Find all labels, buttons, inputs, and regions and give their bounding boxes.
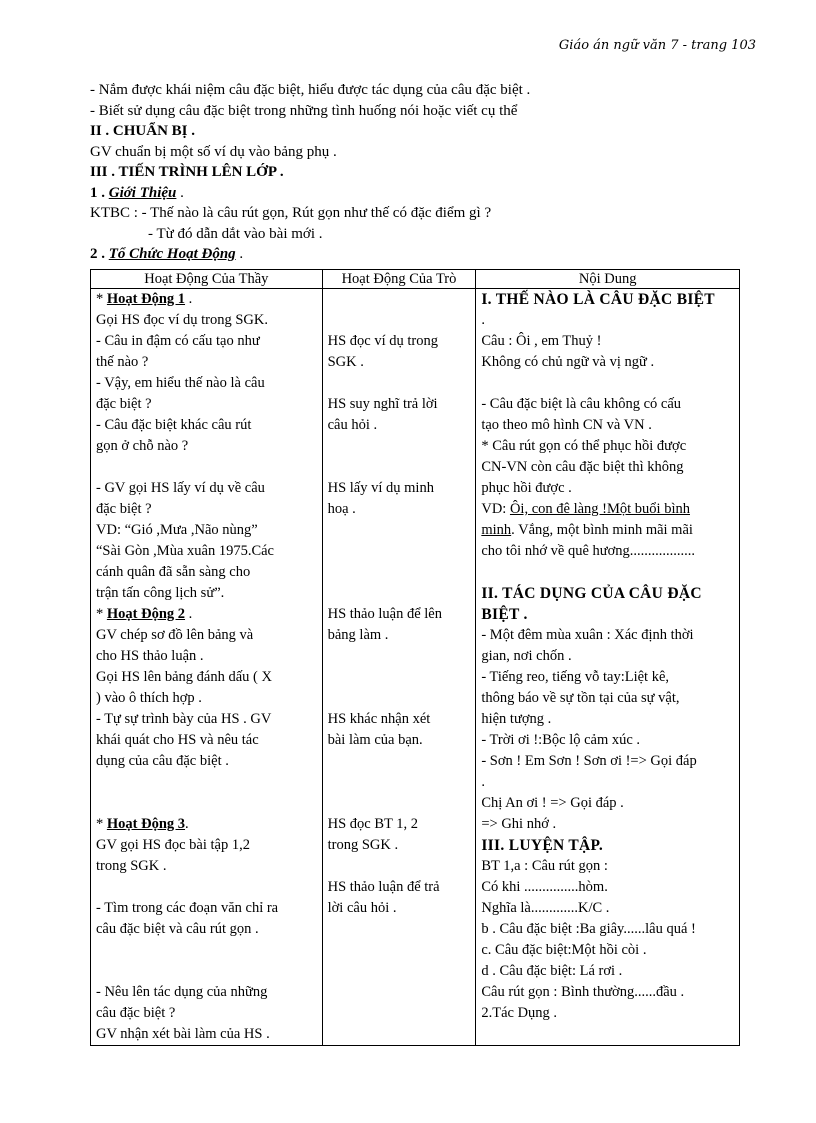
teacher-activities [91,289,323,1046]
teacher-line: VD: “Gió ,Mưa ,Não nùng” [96,522,258,538]
section-2-title: II . CHUẨN BỊ . [90,123,196,139]
teacher-line: câu đặc biệt ? [96,1005,176,1021]
content-line: Nghĩa là.............K/C . [481,900,610,916]
teacher-line: - Câu in đậm có cấu tạo như [96,333,260,349]
teacher-line: - Tìm trong các đoạn văn chỉ ra [96,900,279,916]
student-line: HS thảo luận để lên [327,606,442,622]
teacher-line: câu đặc biệt và câu rút gọn . [96,921,259,937]
item-1: 1 . Giới Thiệu . [90,184,184,201]
student-line: HS đọc ví dụ trong [327,333,438,349]
content-line: => Ghi nhớ . [481,816,557,832]
col-header-teacher: Hoạt Động Của Thầy [91,270,323,289]
ktbc-line-2: - Từ đó dẫn dắt vào bài mới . [148,225,323,242]
student-line: bảng làm . [327,627,389,643]
content-section-1-title: I. THẾ NÀO LÀ CÂU ĐẶC BIỆT [481,291,715,308]
content-section-2-title: II. TÁC DỤNG CỦA CÂU ĐẶC [481,585,702,602]
teacher-line: Gọi HS đọc ví dụ trong SGK. [96,312,268,328]
teacher-line: đặc biệt ? [96,501,152,517]
teacher-line: Gọi HS lên bảng đánh dấu ( X [96,669,272,685]
ktbc-line-1: KTBC : - Thế nào là câu rút gọn, Rút gọn như thế có đặc điểm gì ? [90,205,492,221]
student-line: HS khác nhận xét [327,711,431,727]
page-header: Giáo án ngữ văn 7 - trang 103 [558,38,756,53]
content-line: CN-VN còn câu đặc biệt thì không [481,459,684,475]
content-line: Không có chủ ngữ và vị ngữ . [481,354,655,370]
table-header-row [91,270,740,289]
content-line: - Một đêm mùa xuân : Xác định thời [481,627,694,643]
teacher-line: đặc biệt ? [96,396,152,412]
item-1-title: Giới Thiệu [108,184,177,201]
student-line: SGK . [327,354,364,370]
teacher-line: cánh quân đã sẵn sàng cho [96,564,251,580]
student-activities [322,289,476,1046]
item-2: 2 . Tổ Chức Hoạt Động . [90,246,244,262]
student-line: trong SGK . [327,837,399,853]
activity-1-heading: * Hoạt Động 1 . [96,291,193,307]
student-line: câu hỏi . [327,417,378,433]
objective-1: - Nắm được khái niệm câu đặc biệt, hiểu được tác dụng của câu đặc biệt . [90,82,531,98]
objective-2: - Biết sử dụng câu đặc biệt trong những tình huống nói hoặc viết cụ thể [90,102,518,119]
teacher-line: trận tấn công lịch sử”. [96,585,225,601]
content-line: - Sơn ! Em Sơn ! Sơn ơi !=> Gọi đáp [481,753,697,769]
content-line: gian, nơi chốn . [481,648,572,664]
teacher-line: thế nào ? [96,354,149,370]
student-line: HS đọc BT 1, 2 [327,816,418,832]
content-line: Có khi ...............hòm. [481,879,608,895]
content-line: c. Câu đặc biệt:Một hồi còi . [481,942,647,958]
teacher-line: - Vậy, em hiểu thế nào là câu [96,375,265,391]
student-line: bài làm của bạn. [327,732,423,748]
student-line: lời câu hỏi . [327,900,397,916]
teacher-line: - Nêu lên tác dụng của những [96,984,268,1000]
content-section-2-title-cont: BIỆT . [481,606,528,623]
content-section-3-title: III. LUYỆN TẬP. [481,837,603,854]
teacher-line: GV gọi HS đọc bài tập 1,2 [96,837,250,853]
teacher-line: trong SGK . [96,858,167,874]
content-line: Chị An ơi ! => Gọi đáp . [481,795,624,811]
content-line: hiện tượng . [481,711,552,727]
content-line: 2.Tác Dụng . [481,1005,558,1021]
lesson-plan-table [90,269,740,1046]
content-line: - Trời ơi !:Bộc lộ cảm xúc . [481,732,641,748]
content-line: - Câu đặc biệt là câu không có cấu [481,396,682,412]
content-example-line: VD: Ôi, con đê làng !Một buổi bình [481,501,690,517]
student-line: HS suy nghĩ trả lời [327,396,438,412]
content-line: * Câu rút gọn có thể phục hồi được [481,438,687,454]
content-line: cho tôi nhớ về quê hương.................. [481,543,696,559]
student-line: HS lấy ví dụ minh [327,480,434,496]
intro-section [90,80,750,265]
activity-2-heading: * Hoạt Động 2 . [96,606,193,622]
teacher-line: “Sài Gòn ,Mùa xuân 1975.Các [96,543,274,559]
teacher-line: GV chép sơ đồ lên bảng và [96,627,254,643]
teacher-line: ) vào ô thích hợp . [96,690,202,706]
student-line: hoạ . [327,501,356,517]
teacher-line: khái quát cho HS và nêu tác [96,732,259,748]
col-header-content: Nội Dung [476,270,740,289]
table-row [91,289,740,1046]
teacher-line: GV nhận xét bài làm của HS . [96,1026,270,1042]
activity-3-heading: * Hoạt Động 3. [96,816,189,832]
teacher-line: gọn ở chỗ nào ? [96,438,189,454]
content-line: Câu rút gọn : Bình thường......đầu . [481,984,685,1000]
section-3-title: III . TIẾN TRÌNH LÊN LỚP . [90,164,284,180]
content-line: thông báo về sự tồn tại của sự vật, [481,690,680,706]
content-line: b . Câu đặc biệt :Ba giây......lâu quá ! [481,921,696,937]
teacher-line: - GV gọi HS lấy ví dụ về câu [96,480,265,496]
col-header-student: Hoạt Động Của Trò [322,270,476,289]
lesson-content [476,289,740,1046]
content-line: d . Câu đặc biệt: Lá rơi . [481,963,623,979]
section-2-text: GV chuẩn bị một số ví dụ vào bảng phụ . [90,143,337,160]
content-line: Câu : Ôi , em Thuỷ ! [481,333,602,349]
teacher-line: dụng của câu đặc biệt . [96,753,229,769]
content-line: - Tiếng reo, tiếng vỗ tay:Liệt kê, [481,669,670,685]
student-line: HS thảo luận để trả [327,879,440,895]
content-line: phục hồi được . [481,480,572,496]
teacher-line: - Tự sự trình bày của HS . GV [96,711,272,727]
content-line: . [481,774,485,790]
content-line: BT 1,a : Câu rút gọn : [481,858,608,874]
teacher-line: - Câu đặc biệt khác câu rút [96,417,252,433]
content-line: . [481,312,485,328]
item-2-title: Tổ Chức Hoạt Động [108,246,236,262]
content-example-line: minh. Vắng, một bình minh mãi mãi [481,522,693,538]
content-line: tạo theo mô hình CN và VN . [481,417,652,433]
teacher-line: cho HS thảo luận . [96,648,204,664]
